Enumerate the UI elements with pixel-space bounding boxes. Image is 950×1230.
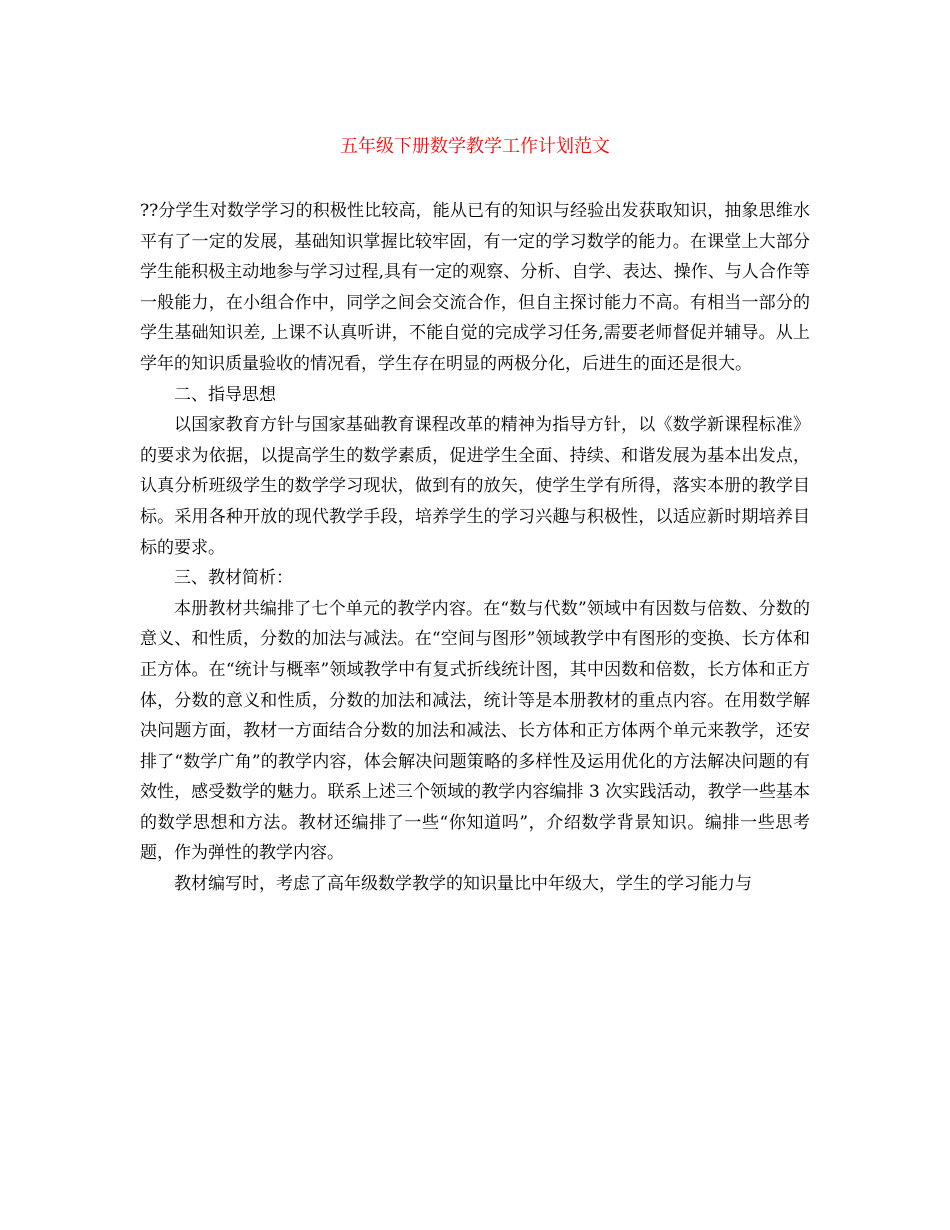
paragraph-student-analysis: ??分学生对数学学习的积极性比较高，能从已有的知识与经验出发获取知识，抽象思维水平有了一定的发展，基础知识掌握比较牢固，有一定的学习数学的能力。在课堂上大部分学生能积极主动地参与学习过程,具有一定的观察、分析、自学、表达、操作、与人合作等一般能力，在小组合作中，同学之间会交流合作，但自主探讨能力不高。有相当一部分的学生基础知识差, 上课不认真听讲，不能自觉的完成学习任务,需要老师督促并辅导。从上学年的知识质量验收的情况看，学生存在明显的两极分化，后进生的面还是很大。 — [140, 201, 810, 374]
document-body — [140, 196, 810, 900]
paragraph-guiding-ideology: 以国家教育方针与国家基础教育课程改革的精神为指导方针，以《数学新课程标准》的要求为依据，以提高学生的数学素质，促进学生全面、持续、和谐发展为基本出发点，认真分析班级学生的数学学习现状，做到有的放矢，使学生学有所得，落实本册的教学目标。采用各种开放的现代教学手段，培养学生的学习兴趣与积极性，以适应新时期培养目标的要求。 — [140, 415, 810, 558]
heading-textbook-analysis: 三、教材简析： — [174, 568, 293, 589]
paragraph-textbook-writing: 教材编写时，考虑了高年级数学教学的知识量比中年级大，学生的学习能力与 — [174, 874, 752, 895]
document-title: 五年级下册数学教学工作计划范文 — [340, 136, 610, 157]
heading-guiding-ideology: 二、指导思想 — [174, 384, 276, 405]
paragraph-textbook-analysis: 本册教材共编排了七个单元的教学内容。在“数与代数”领域中有因数与倍数、分数的意义、和性质，分数的加法与减法。在“空间与图形”领域教学中有图形的变换、长方体和正方体。在“统计与概率”领域教学中有复式折线统计图，其中因数和倍数，长方体和正方体，分数的意义和性质，分数的加法和减法，统计等是本册教材的重点内容。在用数学解决问题方面，教材一方面结合分数的加法和减法、长方体和正方体两个单元来教学，还安排了“数学广角”的教学内容，体会解决问题策略的多样性及运用优化的方法解决问题的有效性，感受数学的魅力。联系上述三个领域的教学内容编排 3 次实践活动，教学一些基本的数学思想和方法。教材还编排了一些“你知道吗”，介绍数学背景知识。编排一些思考题，作为弹性的教学内容。 — [140, 598, 810, 864]
